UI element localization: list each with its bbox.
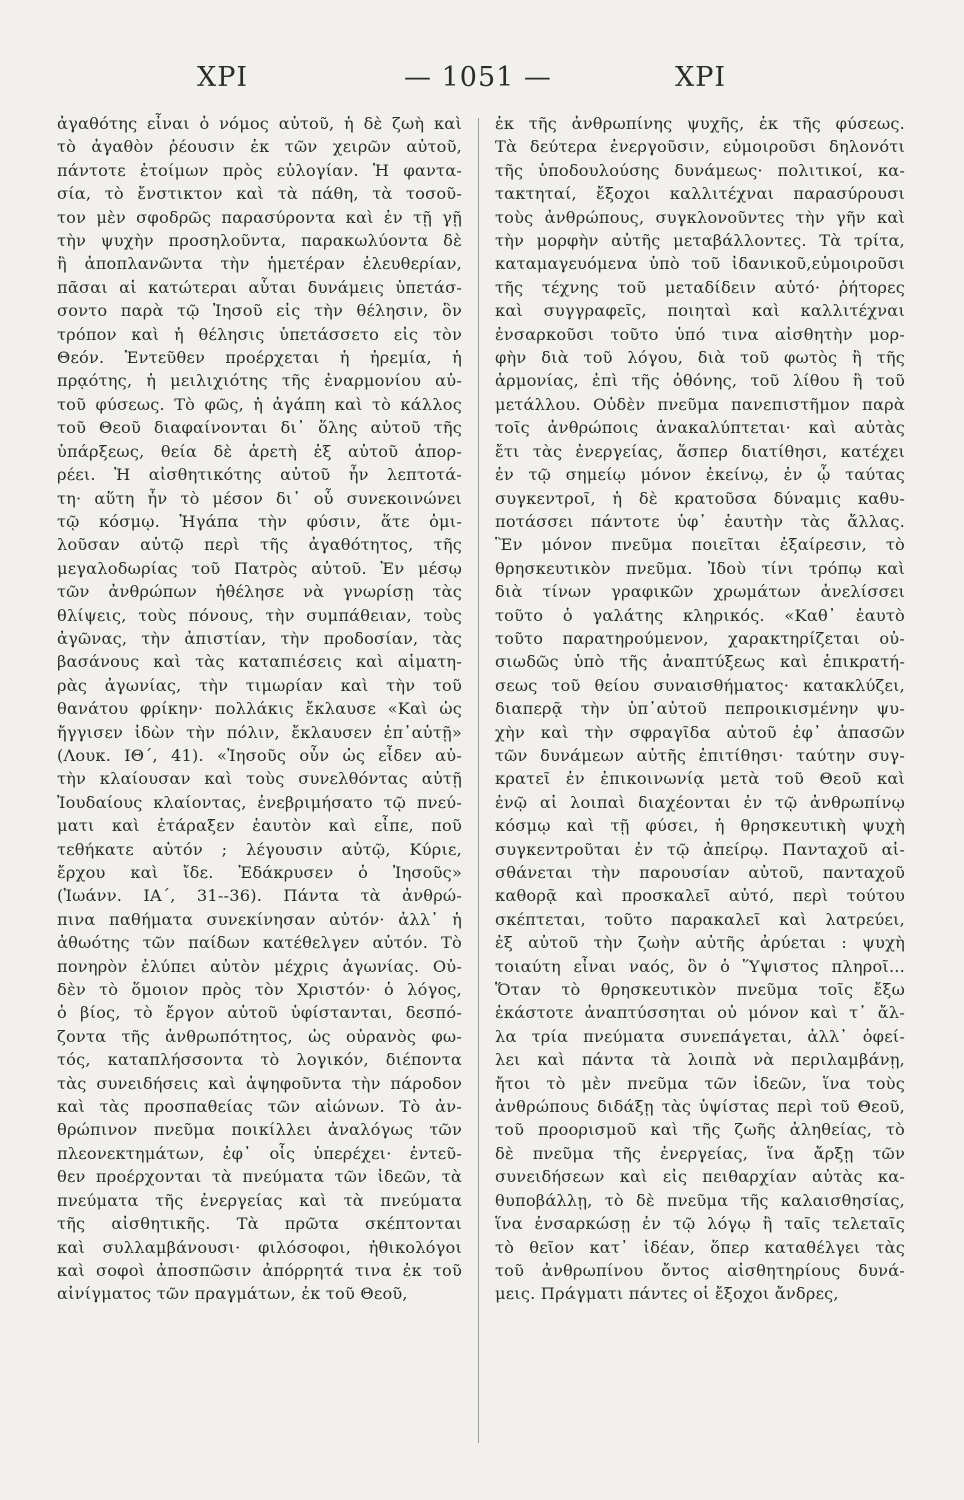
text-line: τῶν ἀνθρώπων ἠθέλησε νὰ γνωρίσῃ τὰς: [57, 582, 462, 602]
text-line: ἀγαθότης εἶναι ὁ νόμος αὐτοῦ, ἡ δὲ ζωὴ καὶ: [57, 114, 462, 133]
text-line: τὴν ψυχὴν προσηλοῦντα, παρακωλύοντα δὲ: [57, 231, 462, 251]
text-line: φὴν διὰ τοῦ λόγου, διὰ τοῦ φωτὸς ἢ τῆς: [495, 348, 905, 368]
text-line: σιωδῶς ὑπὸ τῆς ἀναπτύξεως καὶ ἐπικρατή-: [495, 652, 905, 672]
text-line: ἀθωότης τῶν παίδων κατέθελγεν αὐτόν. Τὸ: [57, 933, 462, 953]
text-line: ἵνα ἐνσαρκώσῃ ἐν τῷ λόγῳ ἢ ταῖς τελεταῖς: [495, 1214, 905, 1234]
column-divider: [478, 118, 479, 1443]
text-line: Θεόν. Ἐντεῦθεν προέρχεται ἡ ἠρεμία, ἡ: [57, 348, 462, 368]
text-line: τακτηταί, ἔξοχοι καλλιτέχναι παρασύρουσι: [495, 184, 905, 204]
text-line: ἔτι τὰς ἐνεργείας, ἅσπερ διατίθησι, κατέχει: [495, 441, 905, 461]
text-line: ἢ ἀποπλανῶντα τὴν ἡμετέραν ἐλευθερίαν,: [57, 254, 462, 274]
text-line: ἐν τῷ σημείῳ μόνον ἐκείνῳ, ἐν ᾧ ταύτας: [495, 465, 905, 485]
page-header: [0, 62, 964, 102]
text-line: τῆς τέχνης τοῦ μεταδίδειν αὐτό· ῥήτορες: [495, 277, 905, 297]
text-line: ἀγῶνας, τὴν ἀπιστίαν, τὴν προδοσίαν, τὰς: [57, 628, 462, 648]
text-line: σία, τὸ ἔνστικτον καὶ τὰ πάθη, τὰ τοσοῦ-: [57, 184, 462, 204]
text-line: Ἰουδαίους κλαίοντας, ἐνεβριμήσατο τῷ πνεύ-: [57, 792, 462, 812]
text-line: μεις. Πράγματι πάντες οἱ ἔξοχοι ἄνδρες,: [495, 1284, 839, 1304]
text-line: τὸ ἀγαθὸν ῥέουσιν ἐκ τῶν χειρῶν αὐτοῦ,: [57, 137, 462, 157]
text-line: ποτάσσει πάντοτε ὑφ᾽ ἑαυτὴν τὰς ἄλλας.: [495, 511, 905, 531]
text-line: τῆς ὑποδουλούσης δυνάμεως· πολιτικοί, κα-: [495, 160, 905, 180]
text-line: καὶ συλλαμβάνουσι· φιλόσοφοι, ἠθικολόγοι: [57, 1237, 462, 1257]
text-line: πονηρὸν ἐλύπει αὐτὸν μέχρις ἀγωνίας. Οὐ-: [57, 956, 462, 976]
text-line: ἐνσαρκοῦσι τοῦτο ὑπό τινα αἰσθητὴν μορ-: [495, 324, 905, 344]
text-line: πᾶσαι αἱ κατώτεραι αὗται δυνάμεις ὑπετάσ-: [57, 277, 462, 297]
text-line: τοῖς ἀνθρώποις ἀνακαλύπτεται· καὶ αὐτὰς: [495, 418, 905, 438]
text-line: τὸ θεῖον κατ᾽ ἰδέαν, ὅπερ καταθέλγει τὰς: [495, 1237, 905, 1257]
text-line: ἐνῷ αἱ λοιπαὶ διαχέονται ἐν τῷ ἀνθρωπίνῳ: [495, 792, 905, 812]
header-left-keyword: ΧΡΙ: [197, 62, 249, 93]
text-line: καταμαγευόμενα ὑπὸ τοῦ ἰδανικοῦ,εὐμοιροῦσι: [495, 254, 905, 274]
text-line: ὁ βίος, τὸ ἔργον αὐτοῦ ὑφίστανται, δεσπό-: [57, 1003, 462, 1023]
right-text-column: [495, 112, 905, 1306]
text-line: τη· αὕτη ἦν τὸ μέσον δι᾽ οὗ συνεκοινώνει: [57, 488, 462, 508]
text-line: τοῦ προορισμοῦ καὶ τῆς ζωῆς ἀληθείας, τὸ: [495, 1120, 905, 1140]
text-line: πινα παθήματα συνεκίνησαν αὐτόν· ἀλλ᾽ ἡ: [57, 909, 462, 929]
text-line: πλεονεκτημάτων, ἐφ᾽ οἷς ὑπερέχει· ἐντεῦ-: [57, 1143, 462, 1163]
text-line: Ὅταν τὸ θρησκευτικὸν πνεῦμα τοῖς ἔξω: [495, 980, 905, 1000]
text-line: τεθήκατε αὐτόν ; λέγουσιν αὐτῷ, Κύριε,: [57, 839, 462, 859]
text-line: (Ἰωάνν. ΙΑ΄, 31--36). Πάντα τὰ ἀνθρώ-: [57, 886, 462, 906]
text-line: ἑκάστοτε ἀναπτύσσηται οὐ μόνον καὶ τ᾽ ἄλ-: [495, 1003, 905, 1023]
text-line: ρὰς ἀγωνίας, τὴν τιμωρίαν καὶ τὴν τοῦ: [57, 675, 462, 695]
text-line: θρησκευτικὸν πνεῦμα. Ἰδοὺ τίνι τρόπῳ καὶ: [495, 558, 905, 578]
text-line: σεως τοῦ θείου συναισθήματος· κατακλύζει,: [495, 675, 905, 695]
text-line: ἔρχου καὶ ἴδε. Ἐδάκρυσεν ὁ Ἰησοῦς»: [57, 863, 462, 882]
text-line: σκέπτεται, τοῦτο παρακαλεῖ καὶ λατρεύει,: [495, 909, 905, 929]
text-line: τός, καταπλήσσοντα τὸ λογικόν, διέποντα: [57, 1050, 462, 1070]
text-line: τοῦτο παρατηρούμενον, χαρακτηρίζεται οὐ-: [495, 628, 905, 648]
text-line: ἁρμονίας, ἐπὶ τῆς ὀθόνης, τοῦ λίθου ἢ τοῦ: [495, 371, 905, 391]
text-line: (Λουκ. ΙΘ΄, 41). «Ἰησοῦς οὖν ὡς εἶδεν αὐ-: [57, 745, 462, 765]
text-line: Ἓν μόνον πνεῦμα ποιεῖται ἐξαίρεσιν, τὸ: [495, 535, 905, 555]
text-line: τῶν δυνάμεων αὐτῆς ἐπιτίθησι· ταύτην συγ-: [495, 745, 905, 765]
text-line: κόσμῳ καὶ τῇ φύσει, ἡ θρησκευτικὴ ψυχὴ: [495, 816, 905, 836]
text-line: ἤτοι τὸ μὲν πνεῦμα τῶν ἰδεῶν, ἵνα τοὺς: [495, 1073, 905, 1093]
text-line: δὲν τὸ ὅμοιον πρὸς τὸν Χριστόν· ὁ λόγος,: [57, 980, 462, 1000]
text-line: τὴν μορφὴν αὐτῆς μεταβάλλοντες. Τὰ τρίτα,: [495, 231, 905, 251]
text-line: πάντοτε ἑτοίμων πρὸς εὐλογίαν. Ἡ φαντα-: [57, 160, 462, 180]
text-line: τῷ κόσμῳ. Ἠγάπα τὴν φύσιν, ἅτε ὁμι-: [57, 511, 462, 531]
text-line: τοῦ Θεοῦ διαφαίνονται δι᾽ ὅλης αὐτοῦ τῆς: [57, 418, 462, 438]
text-line: θανάτου φρίκην· πολλάκις ἔκλαυσε «Καὶ ὡς: [57, 699, 462, 719]
text-line: λει καὶ πάντα τὰ λοιπὰ νὰ περιλαμβάνῃ,: [495, 1050, 905, 1070]
text-line: τοιαύτη εἶναι ναός, ὃν ὁ Ὕψιστος πληροῖ...: [495, 956, 905, 976]
page-number: — 1051 —: [404, 62, 552, 93]
text-line: μετάλλου. Οὐδὲν πνεῦμα πανεπιστῆμον παρὰ: [495, 394, 905, 414]
text-line: μεγαλοδωρίας τοῦ Πατρὸς αὐτοῦ. Ἐν μέσῳ: [57, 558, 462, 578]
text-line: τοῦτο ὁ γαλάτης κληρικός. «Καθ᾽ ἑαυτὸ: [495, 605, 905, 625]
text-line: τῆς αἰσθητικῆς. Τὰ πρῶτα σκέπτονται: [57, 1214, 462, 1234]
text-line: θεν προέρχονται τὰ πνεύματα τῶν ἰδεῶν, τὰ: [57, 1167, 462, 1187]
text-line: ρέει. Ἡ αἰσθητικότης αὐτοῦ ἦν λεπτοτά-: [57, 465, 462, 485]
text-line: ζοντα τῆς ἀνθρωπότητος, ὡς οὐρανὸς φω-: [57, 1026, 462, 1046]
text-line: βασάνους καὶ τὰς καταπιέσεις καὶ αἱματη-: [57, 652, 462, 672]
text-line: καὶ συγγραφεῖς, ποιηταὶ καὶ καλλιτέχναι: [495, 301, 905, 321]
text-line: τὰς συνειδήσεις καὶ ἀψηφοῦντα τὴν πάροδον: [57, 1073, 462, 1093]
text-line: θρώπινον πνεῦμα ποικίλλει ἀναλόγως τῶν: [57, 1120, 462, 1140]
text-line: τον μὲν σφοδρῶς παρασύροντα καὶ ἐν τῇ γῇ: [57, 207, 462, 227]
text-line: τοῦ φύσεως. Τὸ φῶς, ἡ ἀγάπη καὶ τὸ κάλλος: [57, 394, 462, 414]
text-line: ἀνθρώπους διδάξῃ τὰς ὑψίστας περὶ τοῦ Θεοῦ,: [495, 1097, 905, 1117]
text-line: αἰνίγματος τῶν πραγμάτων, ἐκ τοῦ Θεοῦ,: [57, 1284, 408, 1304]
text-line: θλίψεις, τοὺς πόνους, τὴν συμπάθειαν, τοὺς: [57, 605, 462, 625]
text-line: διὰ τίνων γραφικῶν χρωμάτων ἀνελίσσει: [495, 582, 905, 602]
text-line: τὴν κλαίουσαν καὶ τοὺς συνελθόντας αὐτῇ: [57, 769, 462, 789]
text-line: σοντο παρὰ τῷ Ἰησοῦ εἰς τὴν θέλησιν, ὃν: [57, 301, 462, 321]
text-line: θυποβάλλῃ, τὸ δὲ πνεῦμα τῆς καλαισθησίας,: [495, 1190, 905, 1210]
text-line: καθορᾷ καὶ προσκαλεῖ αὐτό, περὶ τούτου: [495, 886, 905, 906]
text-line: ἐκ τῆς ἀνθρωπίνης ψυχῆς, ἐκ τῆς φύσεως.: [495, 114, 905, 133]
text-line: καὶ σοφοὶ ἀποσπῶσιν ἀπόρρητά τινα ἐκ τοῦ: [57, 1260, 462, 1280]
text-line: σθάνεται τὴν παρουσίαν αὐτοῦ, πανταχοῦ: [495, 863, 905, 882]
text-line: ἤγγισεν ἰδὼν τὴν πόλιν, ἔκλαυσεν ἐπ᾽αὐτῇ»: [57, 722, 462, 742]
text-line: συγκεντροῖ, ἡ δὲ κρατοῦσα δύναμις καθυ-: [495, 488, 905, 508]
text-line: διαπερᾷ τὴν ὑπ᾽αὐτοῦ πεπροικισμένην ψυ-: [495, 699, 905, 719]
text-line: τρόπον καὶ ἡ θέλησις ὑπετάσσετο εἰς τὸν: [57, 324, 462, 344]
text-line: πρᾳότης, ἡ μειλιχιότης τῆς ἐναρμονίου αὐ-: [57, 371, 462, 391]
text-line: ματι καὶ ἐτάραξεν ἑαυτὸν καὶ εἶπε, ποῦ: [57, 816, 462, 836]
header-right-keyword: ΧΡΙ: [675, 62, 727, 93]
text-line: Τὰ δεύτερα ἐνεργοῦσιν, εὐμοιροῦσι δηλονότι: [495, 137, 905, 157]
text-line: τοῦ ἀνθρωπίνου ὄντος αἰσθητηρίους δυνά-: [495, 1260, 905, 1280]
text-line: χὴν καὶ τὴν σφραγῖδα αὐτοῦ ἐφ᾽ ἁπασῶν: [495, 722, 905, 742]
text-line: λοῦσαν αὐτῷ περὶ τῆς ἀγαθότητος, τῆς: [57, 535, 462, 555]
text-line: συνειδήσεων καὶ εἰς πειθαρχίαν αὐτὰς κα-: [495, 1167, 905, 1187]
text-line: λα τρία πνεύματα συνεπάγεται, ἀλλ᾽ ὀφεί-: [495, 1026, 905, 1046]
text-line: πνεύματα τῆς ἐνεργείας καὶ τὰ πνεύματα: [57, 1190, 462, 1210]
text-line: κρατεῖ ἐν ἐπικοινωνίᾳ μετὰ τοῦ Θεοῦ καὶ: [495, 769, 905, 789]
text-line: τοὺς ἀνθρώπους, συγκλονοῦντες τὴν γῆν καὶ: [495, 207, 905, 227]
left-text-column: [57, 112, 462, 1306]
text-line: συγκεντροῦται ἐν τῷ ἀπείρῳ. Πανταχοῦ αἰ-: [495, 839, 905, 859]
text-line: ὑπάρξεως, θεία δὲ ἀρετὴ ἐξ αὐτοῦ ἀπορ-: [57, 441, 462, 461]
text-line: καὶ τὰς προσπαθείας τῶν αἰώνων. Τὸ ἀν-: [57, 1097, 462, 1117]
text-line: ἐξ αὐτοῦ τὴν ζωὴν αὐτῆς ἀρύεται : ψυχὴ: [495, 933, 905, 953]
text-line: δὲ πνεῦμα τῆς ἐνεργείας, ἵνα ἄρξῃ τῶν: [495, 1143, 905, 1163]
